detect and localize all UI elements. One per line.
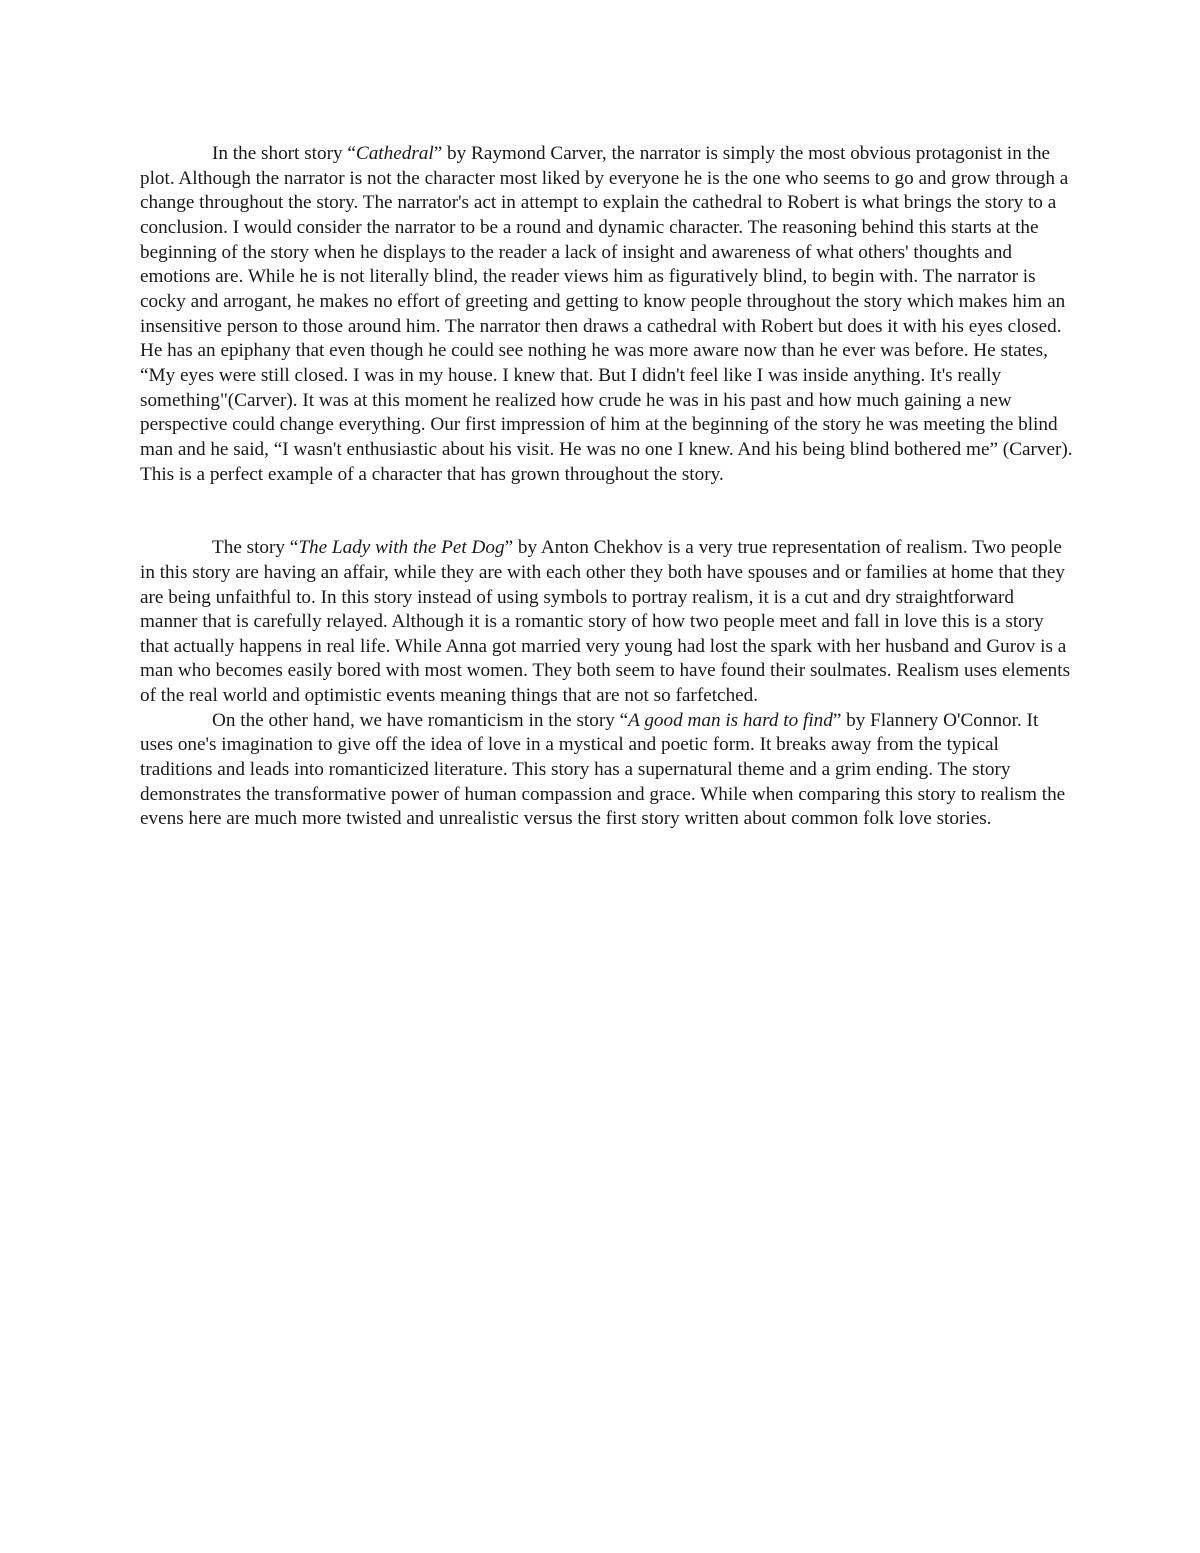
document-body (140, 142, 1075, 832)
paragraph-lady-with-pet-dog (140, 536, 1075, 709)
story-title: Cathedral (355, 143, 434, 164)
paragraph-good-man-hard-to-find (140, 709, 1075, 832)
paragraph-text: ” by Anton Chekhov is a very true representation of realism. Two people in this story are having an affair, while they are with each other they both have spouses and or families at home that they are being unfaithful to. In this story instead of using symbols to portray realism, it is a cut and dry straightforward manner that is carefully relayed. Although it is a romantic story of how two people meet and fall in love this is a story that actually happens in real life. While Anna got married very young had lost the spark with her husband and Gurov is a man who becomes easily bored with most women. They both seem to have found their soulmates. Realism uses elements of the real world and optimistic events meaning things that are not so farfetched. (140, 537, 1071, 707)
paragraph-text: In the short story “ (212, 143, 356, 164)
paragraph-cathedral (140, 142, 1075, 487)
paragraph-text: ” by Flannery O'Connor. It uses one's imagination to give off the idea of love in a mystical and poetic form. It breaks away from the typical traditions and leads into romanticized literature. This story has a supernatural theme and a grim ending. The story demonstrates the transformative power of human compassion and grace. While when comparing this story to realism the evens here are much more twisted and unrealistic versus the first story written about common folk love stories. (140, 709, 1066, 830)
paragraph-text: On the other hand, we have romanticism in the story “ (212, 709, 629, 731)
paragraph-text: ” by Raymond Carver, the narrator is simply the most obvious protagonist in the plot. Although the narrator is not the character most liked by everyone he is the one who seems to go and grow through a change throughout the story. The narrator's act in attempt to explain the cathedral to Robert is what brings the story to a conclusion. I would consider the narrator to be a round and dynamic character. The reasoning behind this starts at the beginning of the story when he displays to the reader a lack of insight and awareness of what others' thoughts and emotions are. While he is not literally blind, the reader views him as figuratively blind, to begin with. The narrator is cocky and arrogant, he makes no effort of greeting and getting to know people throughout the story which makes him an insensitive person to those around him. The narrator then draws a cathedral with Robert but does it with his eyes closed. He has an epiphany that even though he could see nothing he was more aware now than he ever was before. He states, “My eyes were still closed. I was in my house. I knew that. But I didn't feel like I was inside anything. It's really something"(Carver). It was at this moment he realized how crude he was in his past and how much gaining a new perspective could change everything. Our first impression of him at the beginning of the story he was meeting the blind man and he said, “I wasn't enthusiastic about his visit. He was no one I knew. And his being blind bothered me” (Carver). This is a perfect example of a character that has grown throughout the story. (140, 143, 1073, 485)
story-title: The Lady with the Pet Dog (298, 537, 505, 559)
story-title: A good man is hard to find (628, 709, 833, 731)
paragraph-text: The story “ (212, 537, 299, 559)
